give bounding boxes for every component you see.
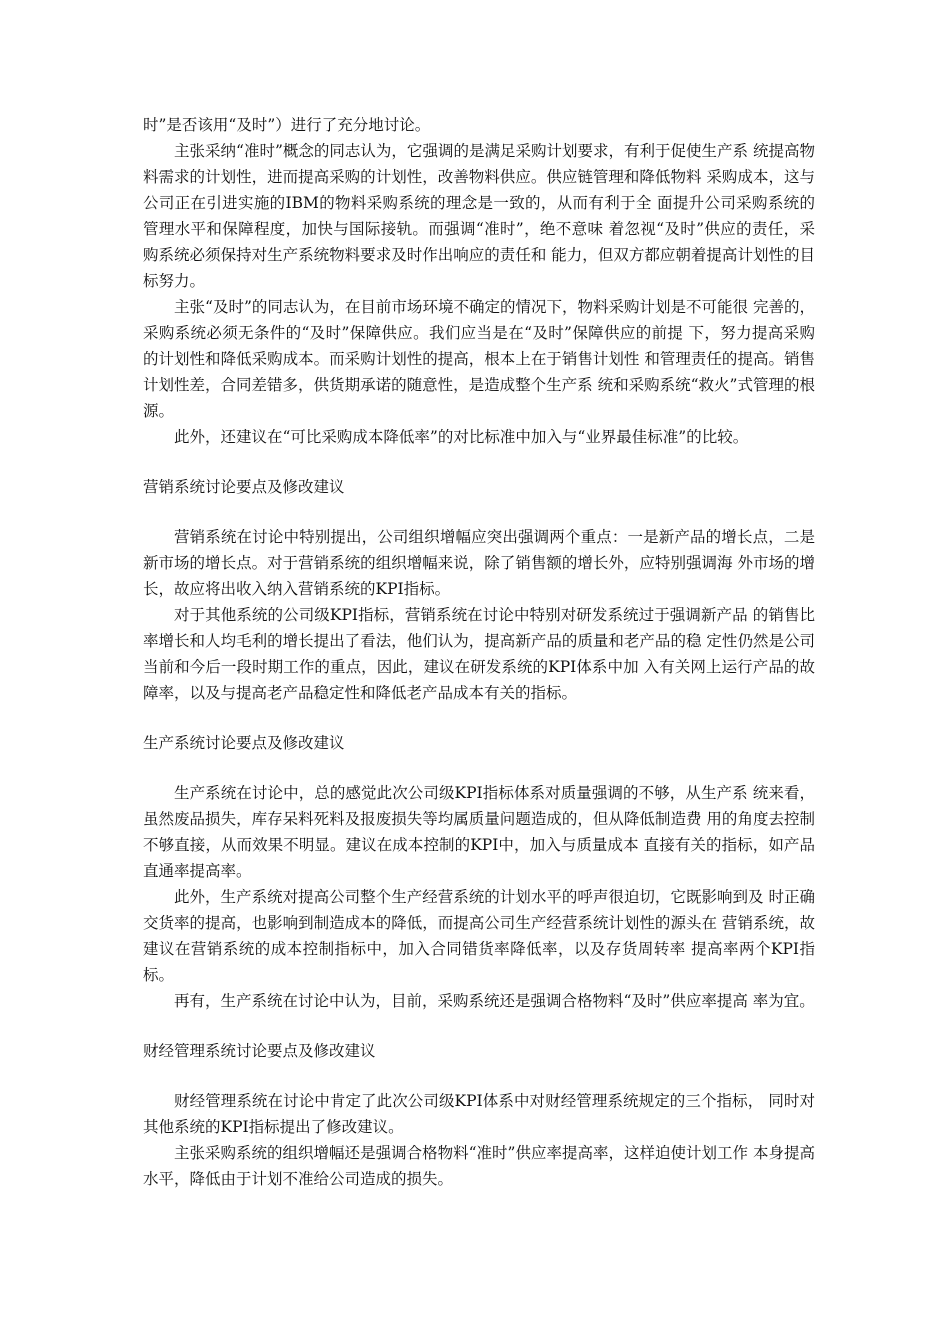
body-paragraph: 对于其他系统的公司级KPI指标，营销系统在讨论中特别对研发系统过于强调新产品 的销售比率增长和人均毛利的增长提出了看法，他们认为，提高新产品的质量和老产品的稳 定性仍然是公司当前和今后一段时期工作的重点，因此，建议在研发系统的KPI体系中加 入有关网上运行产品的故障率，以及与提高老产品稳定性和降低老产品成本有关的指标。 — [143, 606, 815, 702]
body-paragraph: 财经管理系统在讨论中肯定了此次公司级KPI体系中对财经管理系统规定的三个指标， 同时对其他系统的KPI指标提出了修改建议。 — [143, 1092, 815, 1136]
section-heading-finance: 财经管理系统讨论要点及修改建议 — [143, 1042, 376, 1060]
section-heading-marketing: 营销系统讨论要点及修改建议 — [143, 478, 345, 496]
body-paragraph: 时”是否该用“及时”）进行了充分地讨论。 — [143, 116, 431, 134]
body-paragraph: 主张“及时”的同志认为，在目前市场环境不确定的情况下，物料采购计划是不可能很 完善的，采购系统必须无条件的“及时”保障供应。我们应当是在“及时”保障供应的前提 下，努力提高采购的计划性和降低采购成本。而采购计划性的提高，根本上在于销售计划性 和管理责任的提高。销售计划性差，合同差错多，供货期承诺的随意性，是造成整个生产系 统和采购系统“救火”式管理的根源。 — [143, 298, 815, 420]
section-heading-production: 生产系统讨论要点及修改建议 — [143, 734, 345, 752]
document-page — [143, 112, 815, 1192]
body-paragraph: 主张采纳“准时”概念的同志认为，它强调的是满足采购计划要求，有利于促使生产系 统提高物料需求的计划性，进而提高采购的计划性，改善物料供应。供应链管理和降低物料 采购成本，这与公司正在引进实施的IBM的物料采购系统的理念是一致的，从而有利于全 面提升公司采购系统的管理水平和保障程度，加快与国际接轨。而强调“准时”，绝不意味 着忽视“及时”供应的责任，采购系统必须保持对生产系统物料要求及时作出响应的责任和 能力，但双方都应朝着提高计划性的目标努力。 — [143, 142, 815, 290]
body-paragraph: 生产系统在讨论中，总的感觉此次公司级KPI指标体系对质量强调的不够，从生产系 统来看，虽然废品损失，库存呆料死料及报废损失等均属质量问题造成的，但从降低制造费 用的角度去控制不够直接，从而效果不明显。建议在成本控制的KPI中，加入与质量成本 直接有关的指标，如产品直通率提高率。 — [143, 784, 815, 880]
body-paragraph: 营销系统在讨论中特别提出，公司组织增幅应突出强调两个重点：一是新产品的增长点，二是新市场的增长点。对于营销系统的组织增幅来说，除了销售额的增长外，应特别强调海 外市场的增长，故应将出收入纳入营销系统的KPI指标。 — [143, 528, 815, 598]
body-paragraph: 再有，生产系统在讨论中认为，目前，采购系统还是强调合格物料“及时”供应率提高 率为宜。 — [174, 992, 815, 1010]
body-paragraph: 此外，还建议在“可比采购成本降低率”的对比标准中加入与“业界最佳标准”的比较。 — [174, 428, 749, 446]
body-paragraph: 主张采购系统的组织增幅还是强调合格物料“准时”供应率提高率，这样迫使计划工作 本身提高水平，降低由于计划不准给公司造成的损失。 — [143, 1144, 815, 1188]
body-paragraph: 此外，生产系统对提高公司整个生产经营系统的计划水平的呼声很迫切，它既影响到及 时正确交货率的提高，也影响到制造成本的降低，而提高公司生产经营系统计划性的源头在 营销系统，故建议在营销系统的成本控制指标中，加入合同错货率降低率，以及存货周转率 提高率两个KPI指标。 — [143, 888, 815, 984]
